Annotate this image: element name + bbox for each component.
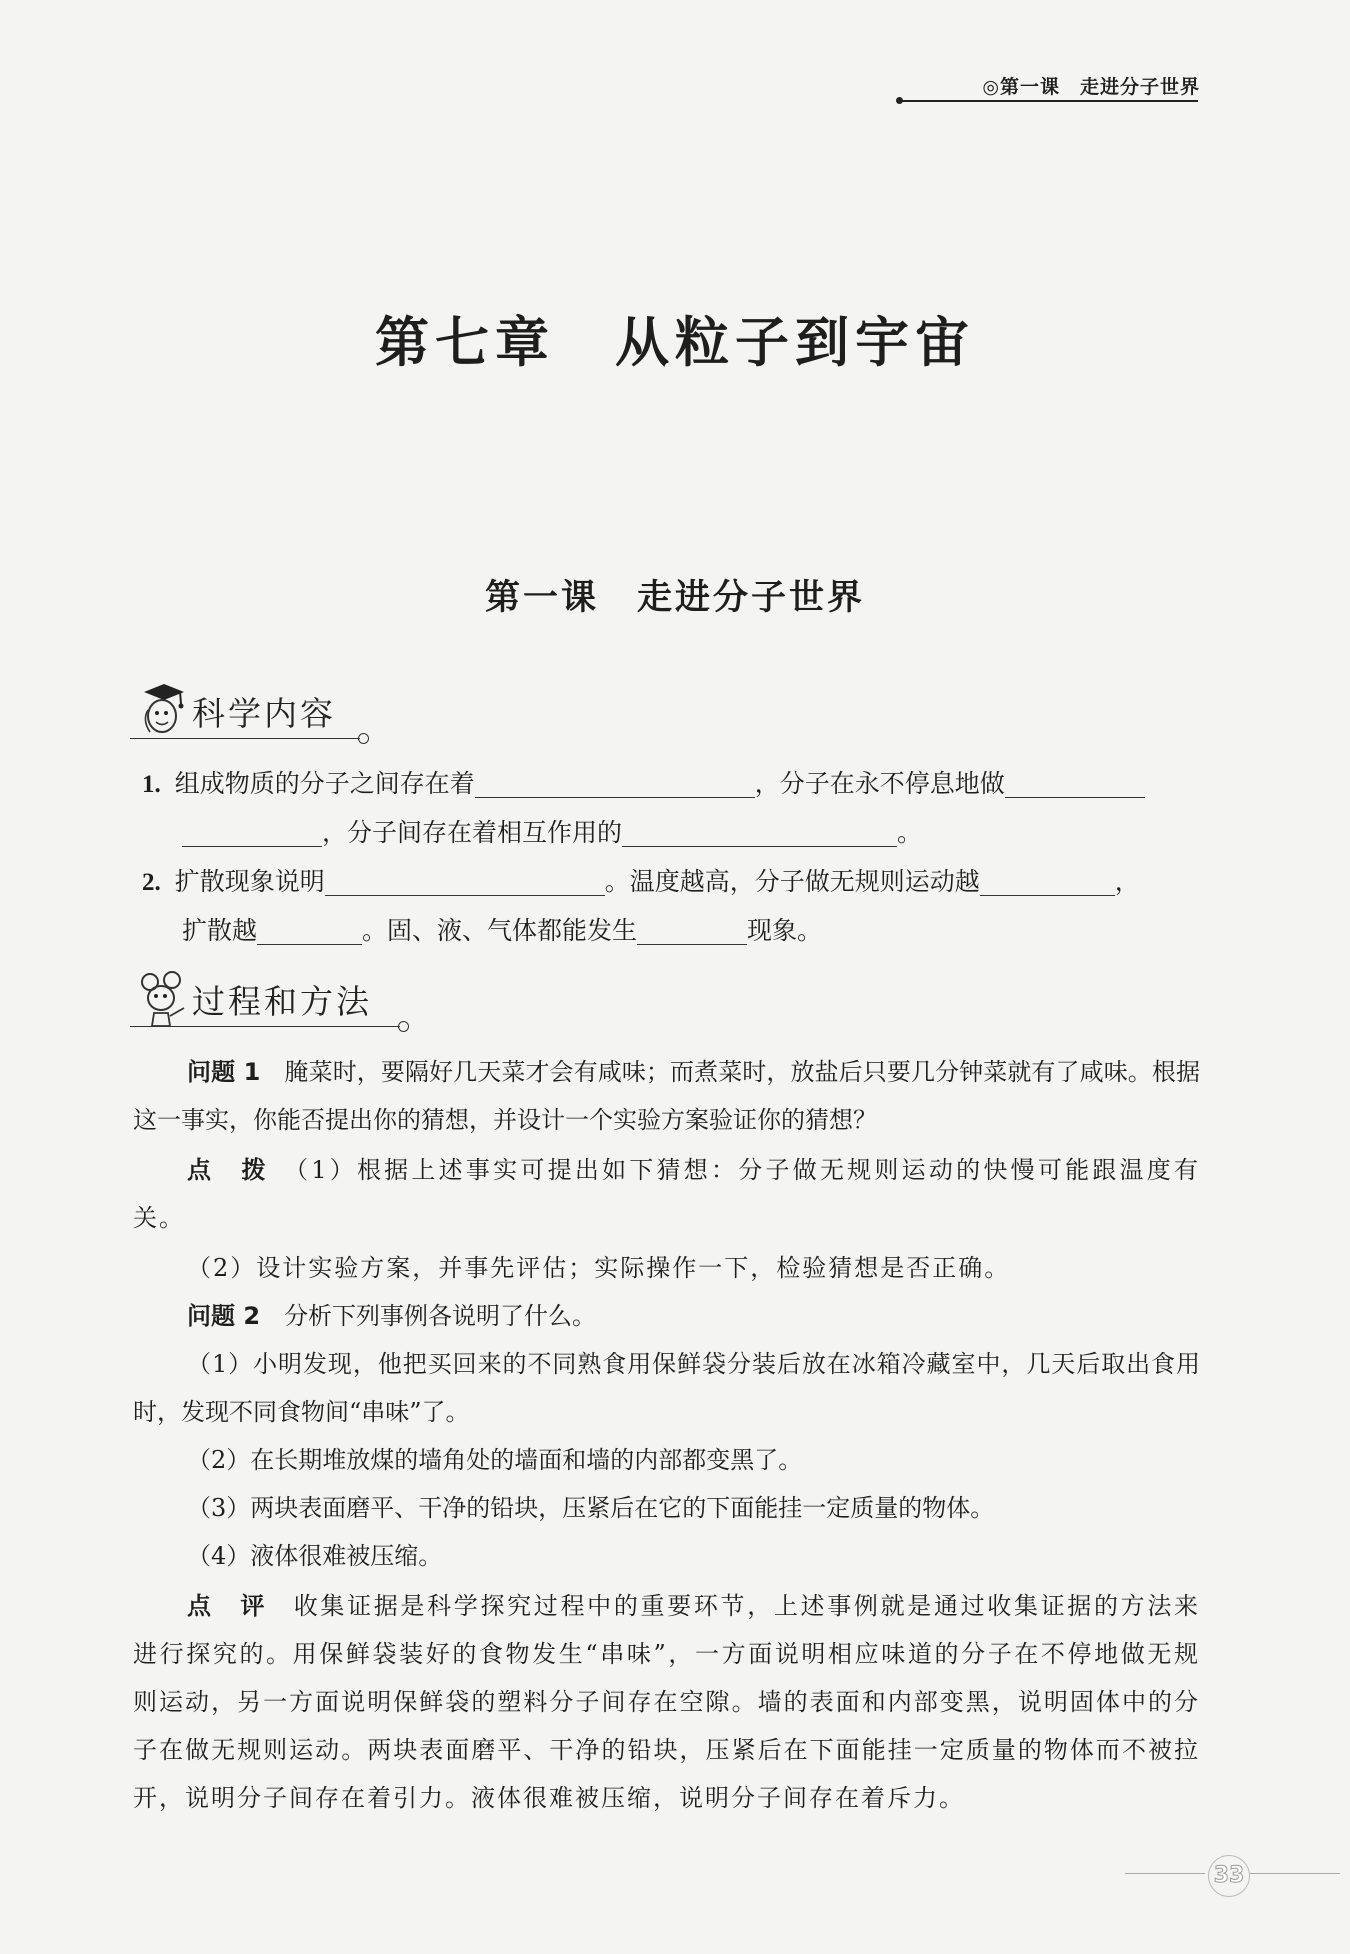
question-line (142, 809, 1202, 857)
comment-text: 收集证据是科学探究过程中的重要环节，上述事例就是通过收集证据的方法来进行探究的。用保鲜袋装好的食物发生“串味”，一方面说明相应味道的分子在不停地做无规则运动，另一方面说明保鲜袋的塑料分子间存在空隙。墙的表面和内部变黑，说明固体中的分子在做无规则运动。两块表面磨平、干净的铅块，压紧后在下面能挂一定质量的物体而不被拉开，说明分子间存在着引力。液体很难被压缩，说明分子间存在着斥力。 (133, 1592, 1201, 1812)
section-title: 过程和方法 (192, 982, 372, 1021)
question-text: ，分子间存在着相互作用的 (322, 818, 623, 847)
question-number: 2. (142, 869, 161, 896)
section-rule-ring (398, 1021, 409, 1032)
hint-label: 点 拨 (187, 1156, 269, 1184)
hint-text: （1）根据上述事实可提出如下猜想：分子做无规则运动的快慢可能跟温度有关。 (133, 1156, 1201, 1232)
question-text: 扩散现象说明 (174, 867, 325, 896)
answer-blank[interactable] (1005, 767, 1145, 798)
graduate-mascot-icon (134, 680, 192, 742)
section-heading-science-content (130, 680, 370, 740)
lesson-title: 第一课 走进分子世界 (484, 577, 865, 618)
answer-blank[interactable] (622, 816, 897, 847)
question-text: 分析下列事例各说明了什么。 (284, 1302, 597, 1330)
chapter-title: 第七章 从粒子到宇宙 (375, 311, 975, 374)
section-title: 科学内容 (192, 694, 336, 733)
question-text: 扩散越 (182, 916, 258, 945)
question-text: 。固、液、气体都能发生 (362, 916, 638, 945)
page-number-rule-right (1250, 1873, 1340, 1874)
section-rule (130, 1026, 400, 1027)
question-number: 1. (142, 771, 161, 798)
question-text: ，分子在永不停息地做 (754, 769, 1005, 798)
section-heading-process-method (130, 968, 410, 1028)
section-rule-ring (358, 733, 369, 744)
answer-blank[interactable] (980, 865, 1115, 896)
section-rule (130, 738, 360, 739)
question-text: 。温度越高，分子做无规则运动越 (604, 867, 980, 896)
question-text: 。 (897, 818, 923, 847)
fill-question-2 (142, 858, 1202, 955)
question-line (142, 907, 1202, 955)
answer-blank[interactable] (637, 914, 747, 945)
question-text: 现象。 (747, 916, 823, 945)
question-label: 问题 1 (187, 1058, 261, 1086)
example-item: （4）液体很难被压缩。 (187, 1542, 443, 1570)
question-text: 组成物质的分子之间存在着 (174, 769, 475, 798)
question-label: 问题 2 (187, 1302, 261, 1330)
question-1 (133, 1048, 1200, 1144)
hint-block (133, 1146, 1200, 1242)
question-2 (133, 1292, 1200, 1340)
comment-label: 点 评 (187, 1592, 268, 1620)
header-rule (900, 100, 1198, 102)
answer-blank[interactable] (325, 865, 605, 896)
example-item: （3）两块表面磨平、干净的铅块，压紧后在它的下面能挂一定质量的物体。 (187, 1494, 995, 1522)
answer-blank[interactable] (475, 767, 755, 798)
hint-block-2 (133, 1244, 1200, 1292)
example-item: （1）小明发现，他把买回来的不同熟食用保鲜袋分装后放在冰箱冷藏室中，几天后取出食用时，发现不同食物间“串味”了。 (133, 1350, 1200, 1426)
hint-text: （2）设计实验方案，并事先评估；实际操作一下，检验猜想是否正确。 (187, 1254, 1011, 1282)
example-item: （2）在长期堆放煤的墙角处的墙面和墙的内部都变黑了。 (187, 1446, 803, 1474)
running-header: ◎第一课 走进分子世界 (982, 76, 1200, 98)
answer-blank[interactable] (182, 816, 322, 847)
answer-blank[interactable] (257, 914, 362, 945)
question-line (142, 760, 1202, 809)
question-line (142, 858, 1202, 907)
fill-question-1 (142, 760, 1202, 857)
mouse-mascot-icon (134, 968, 192, 1030)
page-number: 33 (1208, 1855, 1250, 1897)
comment-block (133, 1582, 1200, 1822)
question-text: 腌菜时，要隔好几天菜才会有咸味；而煮菜时，放盐后只要几分钟菜就有了咸味。根据这一事实，你能否提出你的猜想，并设计一个实验方案验证你的猜想？ (133, 1058, 1200, 1134)
page-number-rule-left (1125, 1873, 1205, 1874)
question-text: ， (1114, 867, 1140, 896)
